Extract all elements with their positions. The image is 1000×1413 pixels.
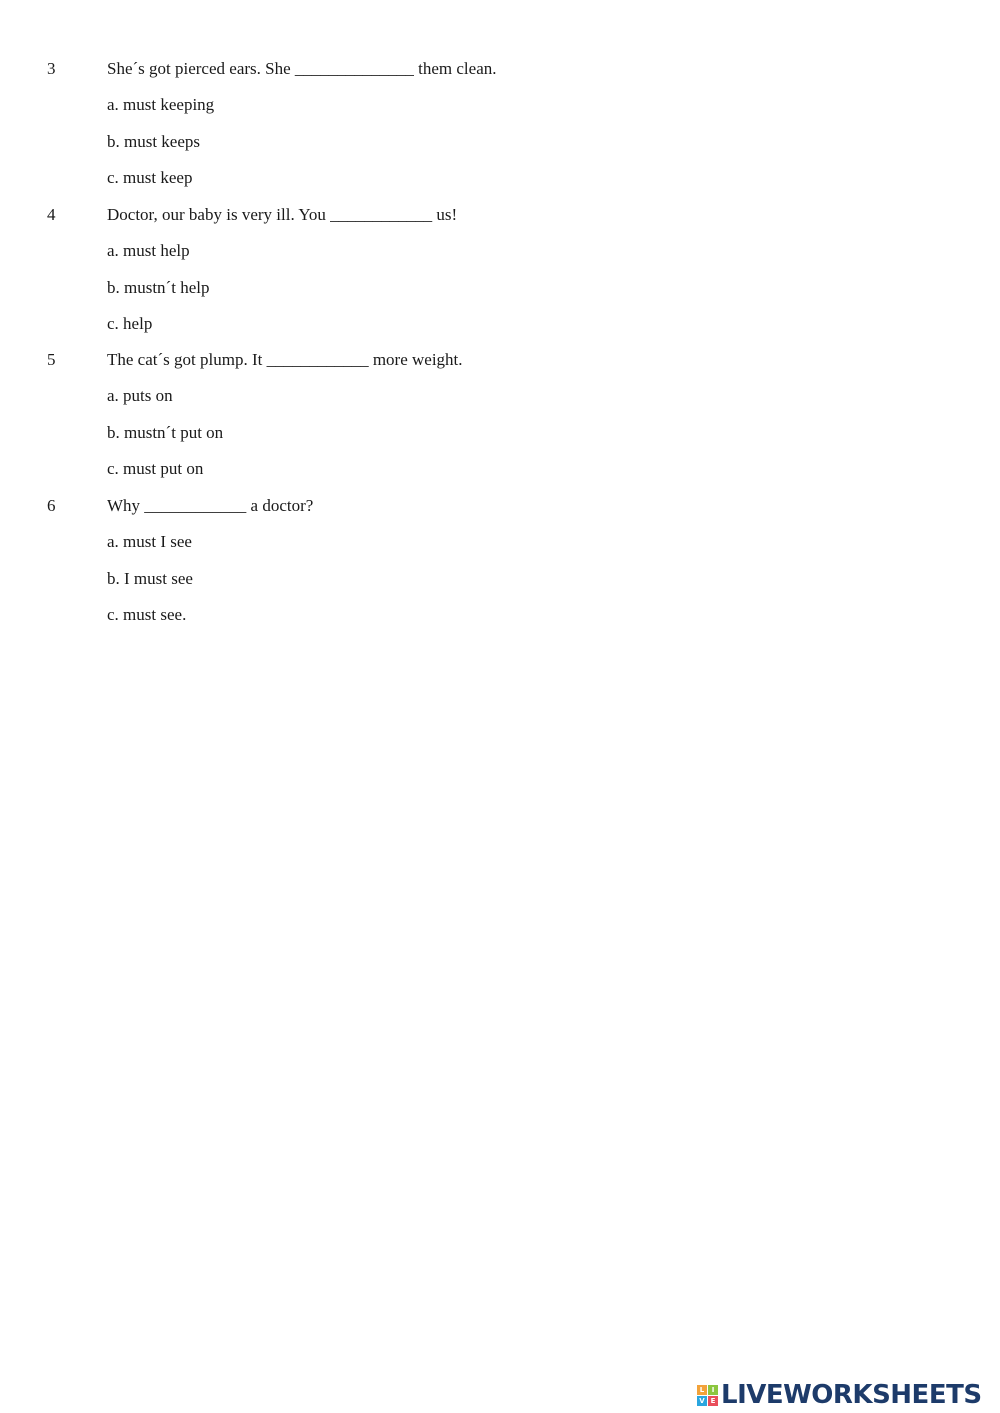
option-b[interactable]: b. I must see (107, 568, 193, 588)
question-text: Why ____________ a doctor? (107, 496, 314, 515)
option-c[interactable]: c. help (107, 314, 153, 333)
question-text: Doctor, our baby is very ill. You ____________ us! (107, 205, 458, 224)
liveworksheets-logo (697, 1378, 982, 1412)
logo-text: LIVEWORKSHEETS (721, 1380, 982, 1410)
option-c[interactable]: c. must keep (107, 168, 193, 187)
question-row (0, 197, 1000, 233)
question-text: She´s got pierced ears. She ______________ them clean. (107, 59, 497, 78)
question-4 (0, 197, 1000, 343)
option-a[interactable]: a. must I see (107, 532, 192, 551)
question-number: 4 (47, 205, 56, 224)
logo-mark-icon (697, 1385, 718, 1406)
option-c[interactable]: c. must see. (107, 605, 187, 624)
option-b[interactable]: b. mustn´t put on (107, 422, 224, 442)
option-b[interactable]: b. must keeps (107, 131, 201, 151)
logo-mark-cell: L (697, 1385, 707, 1395)
option-a[interactable]: a. puts on (107, 386, 173, 405)
question-row (0, 488, 1000, 524)
option-b[interactable]: b. mustn´t help (107, 277, 210, 297)
option-a[interactable]: a. must help (107, 241, 190, 260)
question-number: 5 (47, 350, 56, 369)
question-text: The cat´s got plump. It ____________ more weight. (107, 350, 463, 369)
option-c[interactable]: c. must put on (107, 459, 204, 478)
question-row (0, 342, 1000, 378)
question-6 (0, 488, 1000, 634)
question-row (0, 51, 1000, 87)
question-5 (0, 342, 1000, 488)
logo-mark-cell: V (697, 1396, 707, 1406)
option-a[interactable]: a. must keeping (107, 95, 215, 114)
question-number: 3 (47, 59, 56, 78)
question-number: 6 (47, 496, 56, 515)
logo-mark-cell: I (708, 1385, 718, 1395)
question-3 (0, 51, 1000, 197)
logo-mark-cell: E (708, 1396, 718, 1406)
